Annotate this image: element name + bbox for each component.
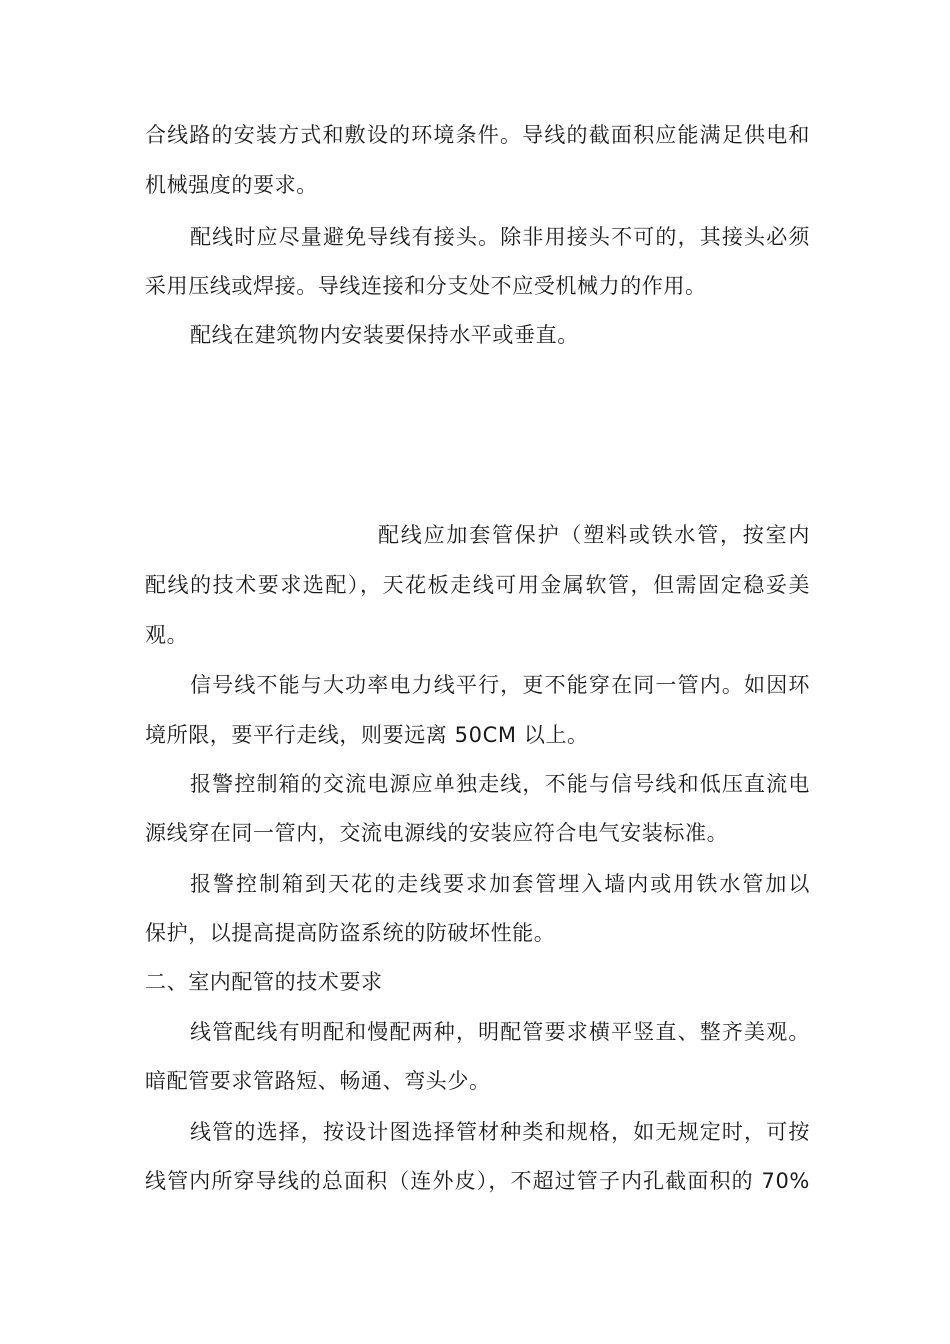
text-line-18: 线管的选择，按设计图选择管材种类和规格，如无规定时，可按	[190, 1120, 810, 1144]
text-line-8: 观。	[145, 623, 189, 647]
section-heading: 二、室内配管的技术要求	[145, 970, 383, 994]
text-line-12: 源线穿在同一管内，交流电源线的安装应符合电气安装标准。	[145, 821, 729, 845]
text-line-14: 保护，以提高提高防盗系统的防破坏性能。	[145, 921, 556, 945]
text-line-3: 配线时应尽量避免导线有接头。除非用接头不可的，其接头必须	[190, 225, 810, 249]
text-line-4: 采用压线或焊接。导线连接和分支处不应受机械力的作用。	[145, 274, 707, 298]
text-line-2: 机械强度的要求。	[145, 173, 318, 197]
text-line-11: 报警控制箱的交流电源应单独走线，不能与信号线和低压直流电	[190, 772, 810, 796]
text-line-19: 线管内所穿导线的总面积（连外皮），不超过管子内孔截面积的 70%	[145, 1169, 810, 1193]
text-line-16: 线管配线有明配和慢配两种，明配管要求横平竖直、整齐美观。	[190, 1020, 810, 1044]
text-line-13: 报警控制箱到天花的走线要求加套管埋入墙内或用铁水管加以	[190, 872, 810, 896]
text-line-7: 配线的技术要求选配），天花板走线可用金属软管，但需固定稳妥美	[145, 573, 810, 597]
text-line-1: 合线路的安装方式和敷设的环境条件。导线的截面积应能满足供电和	[145, 123, 810, 147]
text-line-10: 境所限，要平行走线，则要远离 50CM 以上。	[145, 723, 589, 747]
text-line-6: 配线应加套管保护（塑料或铁水管，按室内	[378, 523, 810, 547]
text-line-9: 信号线不能与大功率电力线平行，更不能穿在同一管内。如因环	[190, 673, 810, 697]
text-line-5: 配线在建筑物内安装要保持水平或垂直。	[190, 323, 579, 347]
text-line-17: 暗配管要求管路短、畅通、弯头少。	[145, 1069, 491, 1093]
